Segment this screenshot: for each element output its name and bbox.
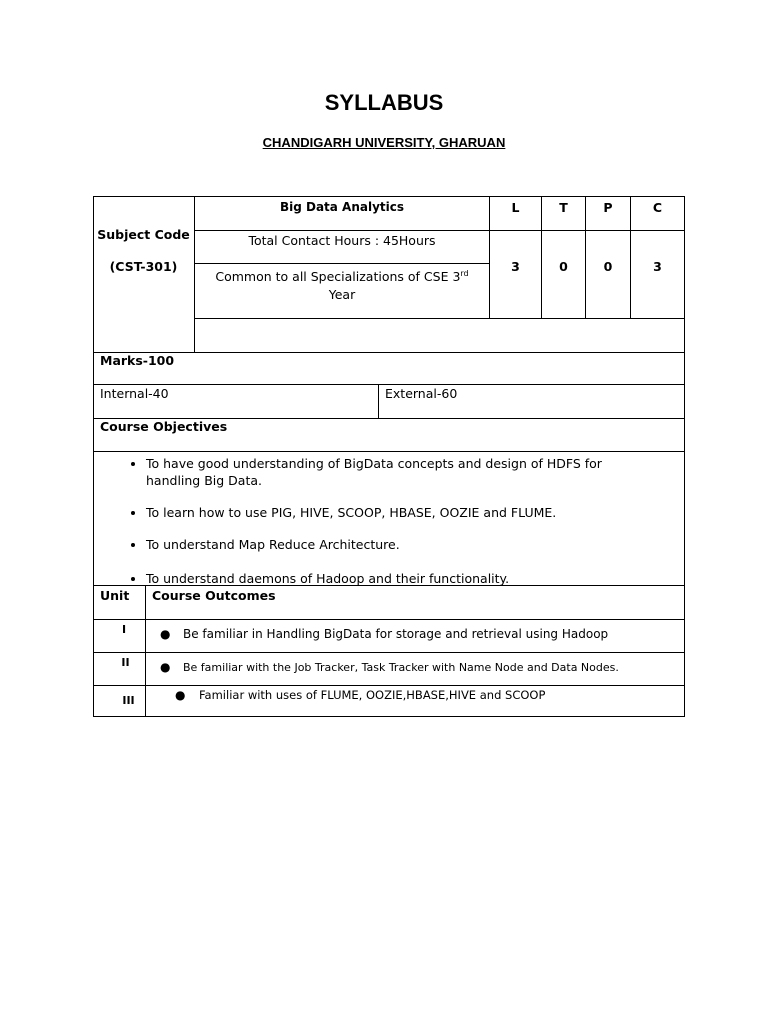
objectives-list — [100, 455, 706, 602]
outcome-text-1: Be familiar in Handling BigData for storage and retrieval using Hadoop — [183, 627, 609, 641]
t-value: 0 — [559, 259, 568, 274]
p-value: 0 — [603, 259, 613, 274]
p-label: P — [603, 200, 613, 215]
objective-item: • To understand Map Reduce Architecture. — [146, 536, 706, 553]
c-label: C — [652, 200, 663, 215]
empty-cell — [194, 318, 685, 353]
objective-item: • To have good understanding of BigData concepts and design of HDFS for handling Big Data. — [146, 455, 656, 489]
t-label: T — [559, 200, 568, 215]
subject-code-label: Subject Code — [97, 227, 190, 242]
objective-item: • To understand daemons of Hadoop and their functionality. — [146, 570, 706, 587]
common-line2: Year — [328, 287, 356, 302]
marks-row — [93, 352, 685, 385]
bullet-icon: ● — [160, 660, 171, 674]
subject-code: (CST-301) — [109, 259, 178, 274]
external-marks: External-60 — [385, 386, 458, 401]
bullet-icon: ● — [160, 627, 171, 641]
internal-marks: Internal-40 — [100, 386, 169, 401]
unit-2: II — [121, 656, 130, 669]
marks: Marks-100 — [100, 353, 175, 368]
c-value: 3 — [653, 259, 662, 274]
outcomes-header: Course Outcomes — [152, 588, 276, 603]
course-name: Big Data Analytics — [279, 200, 405, 214]
unit-3: III — [122, 694, 135, 707]
unit-1: I — [121, 623, 127, 636]
contact-hours: Total Contact Hours : 45Hours — [248, 233, 436, 248]
university-name: CHANDIGARH UNIVERSITY, GHARUAN — [262, 135, 506, 150]
objectives-heading: Course Objectives — [100, 419, 228, 434]
l-value: 3 — [511, 259, 520, 274]
l-label: L — [511, 200, 520, 215]
outcome-text-2: Be familiar with the Job Tracker, Task Tracker with Name Node and Data Nodes. — [183, 661, 619, 674]
bullet-icon: ● — [175, 688, 186, 702]
unit-header: Unit — [100, 588, 130, 603]
objective-item: • To learn how to use PIG, HIVE, SCOOP, HBASE, OOZIE and FLUME. — [146, 504, 706, 521]
page-title: SYLLABUS — [324, 90, 444, 115]
outcome-text-3: Familiar with uses of FLUME, OOZIE,HBASE,HIVE and SCOOP — [199, 688, 546, 702]
common-line1: Common to all Specializations of CSE 3rd — [215, 269, 469, 285]
